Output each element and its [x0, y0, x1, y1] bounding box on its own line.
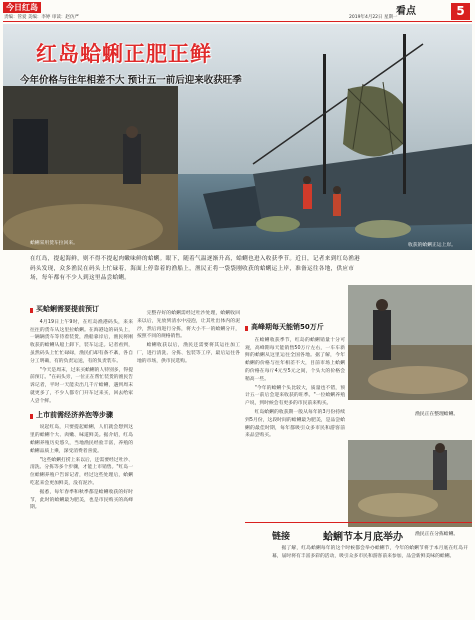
- headline: 红岛蛤蜊正肥正鲜: [36, 42, 212, 66]
- body-paragraph: "这些蛤蜊打捞上来以后，还需要经过吐沙、清洗、分拣等多个步骤，才能上市销售。"红岛一位蛤蜊养殖户告诉记者，经过这些处理后，蛤蜊吃起来会更加鲜美，没有泥沙。: [30, 457, 133, 486]
- body-paragraph: "今天是周末，过来买蛤蜊的人特别多，得提前预订。"在码头旁，一位正在帮忙装货的渔民告诉记者，平时一天能卖出几千斤蛤蜊，遇到周末就更多了，不少人都专门开车过来买，回去给家人尝个鲜。: [30, 367, 133, 404]
- article-column-2: [137, 310, 240, 367]
- photo-caption-left: 蛤蜊采用货车拉回来。: [30, 241, 78, 246]
- body-paragraph: 在蛤蜊收获季节，红岛的蛤蜊销量十分可观，高峰期每天能销售50万斤左右，一车车新鲜的蛤蜊从这里运往全国各地。据了解，今年蛤蜊的价格与往年相差不大，目前市场上蛤蜊的价格在每斤4元至5元之间，个头大的价格会稍高一些。: [245, 337, 345, 382]
- section-title: 高峰期每天能销50万斤: [251, 324, 345, 332]
- masthead-rule: [3, 21, 472, 22]
- sorting-photo-illustration: [348, 440, 472, 527]
- body-paragraph: 完整存好的蛤蜊需经过吐沙处理，蛤蜊收回来以后，先放到清水中浸泡，让其吐出体内的泥沙，然后再进行分拣，将大小不一的蛤蜊分开，按照不同的规格销售。: [137, 311, 240, 340]
- body-paragraph: 说起红岛，只要提起蛤蜊，人们就会想到这里的蛤蜊个大、肉嫩、味道鲜美。据介绍，红岛蛤蜊养殖历史悠久，当地渔民经验丰富，养殖的蛤蜊品质上乘，深受消费者喜爱。: [30, 425, 133, 454]
- worker-photo-illustration: [348, 285, 472, 400]
- side-photo-bottom: [348, 440, 472, 527]
- side-caption-top: 渔民正在整理蛤蜊。: [415, 412, 459, 417]
- body-paragraph: "今年的蛤蜊个头比较大，质量也不错，预计五一前后会迎来收获的旺季。"一位蛤蜊养殖户说，到时候会有更多的市民前来购买。: [245, 385, 345, 407]
- sidebar-title: 蛤蜊节本月底举办: [323, 532, 403, 543]
- sidebar-label: 链接: [272, 532, 291, 542]
- body-paragraph: 红岛蛤蜊的收获期一般从每年的3月份持续到5月份，这段时间的蛤蜊最为肥美，是品尝蛤蜊的最佳时期，每年都吸引众多市民和游客前来品尝购买。: [245, 409, 345, 439]
- section-title: 买蛤蜊需要提前预订: [36, 306, 133, 314]
- photo-caption-right: 收获的蛤蜊正运上岸。: [408, 243, 456, 248]
- side-photo-top: [348, 285, 472, 400]
- body-paragraph: 蛤蜊收获以后，渔民还需要将其运往加工厂，进行清洗、分拣、包装等工序，最后运往各地的市场，供市民选购。: [137, 343, 240, 364]
- newspaper-logo: 今日红岛: [3, 2, 41, 13]
- issue-date: 2019年4月22日 星期一: [349, 15, 398, 20]
- page-number: 5: [451, 3, 470, 20]
- section-name: 看点: [396, 6, 416, 17]
- section-title: 上市前需经济养泡等步骤: [36, 412, 133, 420]
- article-column-1: [30, 300, 133, 513]
- article-column-3: [245, 318, 345, 441]
- link-sidebar: [245, 522, 472, 617]
- side-caption-bottom: 渔民正在分拣蛤蜊。: [415, 532, 459, 537]
- body-paragraph: 据悉，每年春季和秋季都是蛤蜊收获的好时节，此时的蛤蜊最为肥美，也是市民购买的高峰期。: [30, 489, 133, 511]
- masthead: [0, 0, 475, 22]
- body-paragraph: 4月19日上午9时，在红岛渔港码头，来来往往的货车从这里拉蛤蜊。在海港边的码头上，一辆辆货车等待着装货，渔船靠岸后，渔民将刚收获的蛤蜊从船上卸下，装车运走。记者看到，虽然码头上忙忙碌碌，渔民们却有条不紊，各自分工明确，有的负责运送，有的负责装车。: [30, 319, 133, 364]
- lead-paragraph: 在红岛，提起海鲜，则不得不提起肉嫩味鲜的蛤蜊。眼下，随着气温逐渐升高，蛤蜊也进入收获季节。近日，记者来到红岛渔港码头发现，众多渔民在码头上忙碌着，海面上停靠着的渔船上，渔民正将一袋袋刚收获的蛤蜊运上岸，准备运往各地，供应市场，每年都有不少人到这里品尝蛤蜊。: [30, 256, 361, 281]
- staff-credits: 责编：管爱 美编：李婷 审读：赵仿严: [4, 15, 79, 20]
- subheadline: 今年价格与往年相差不大 预计五一前后迎来收获旺季: [20, 75, 242, 86]
- sidebar-body: 据了解，红岛蛤蜊每年的这个时候都会举办蛤蜊节，今年的蛤蜊节将于本月底在红岛开幕，届时将有丰富多彩的活动，吸引众多市民和游客前来参加，品尝新鲜美味的蛤蜊。: [272, 546, 468, 559]
